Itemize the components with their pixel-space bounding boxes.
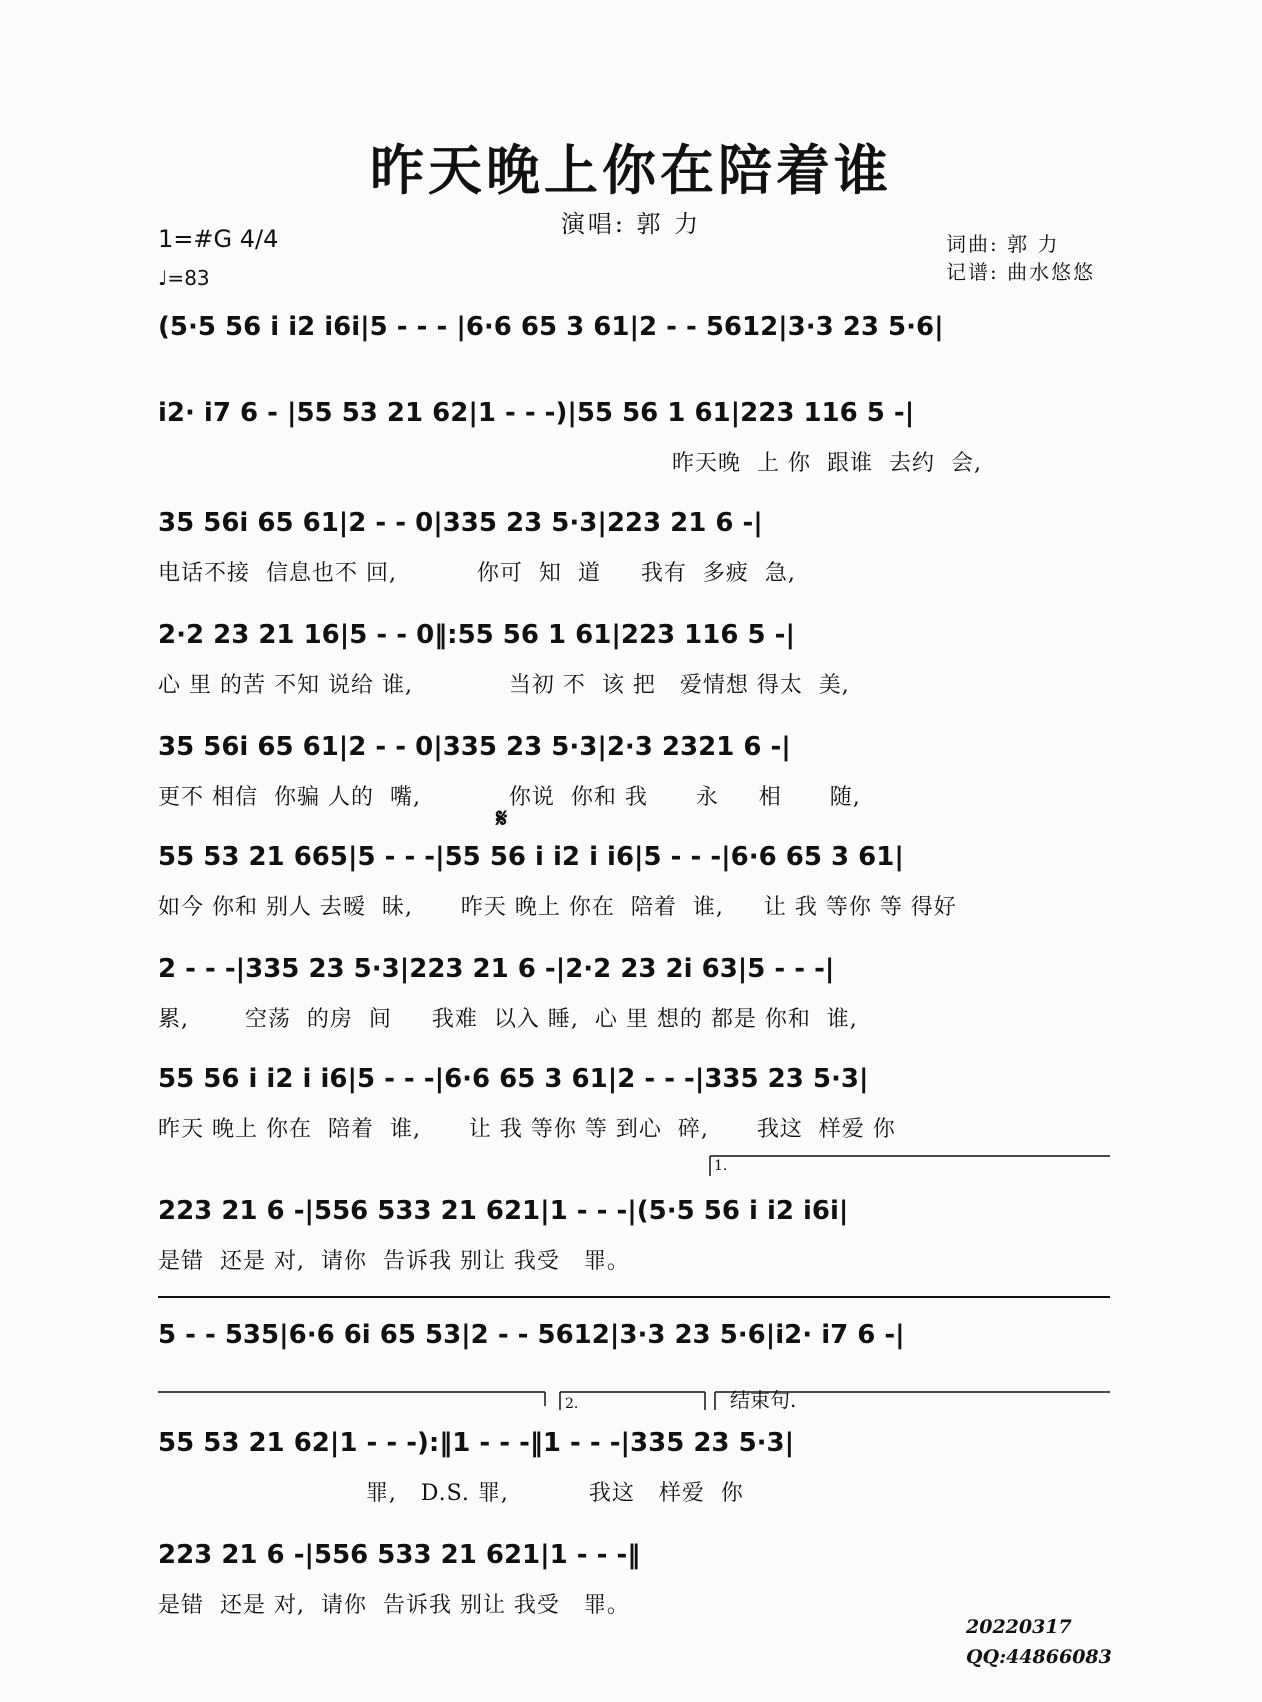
notation-line-1: (5·5 56 i i2 i6i|5 - - - |6·6 65 3 61|2 - - 5612|3·3 23 5·6| (158, 312, 944, 342)
singer-credit: 演唱: 郭 力 (560, 210, 702, 238)
segno-sign: 𝄋 (496, 804, 508, 834)
notation-line-8: 55 56 i i2 i i6|5 - - -|6·6 65 3 61|2 - - -|335 23 5·3| (158, 1064, 869, 1094)
lyric-line-6: 如今 你和 别人 去暧 昧, 昨天 晚上 你在 陪着 谁, 让 我 等你 等 得好 (158, 895, 957, 920)
notation-line-12: 223 21 6 -|556 533 21 621|1 - - -‖ (158, 1540, 641, 1570)
lyric-line-12: 是错 还是 对, 请你 告诉我 别让 我受 罪。 (158, 1593, 630, 1618)
transcriber-credit: 记谱: 曲水悠悠 (946, 260, 1096, 284)
notation-line-6: 55 53 21 665|5 - - -|55 56 i i2 i i6|5 - - -|6·6 65 3 61| (158, 842, 904, 872)
lyric-line-3: 电话不接 信息也不 回, 你可 知 道 我有 多疲 急, (158, 561, 796, 586)
lyric-line-8: 昨天 晚上 你在 陪着 谁, 让 我 等你 等 到心 碎, 我这 样爱 你 (158, 1117, 896, 1142)
lyric-line-4: 心 里 的苦 不知 说给 谁, 当初 不 该 把 爱情想 得太 美, (158, 673, 850, 698)
date-stamp: 20220317 (966, 1616, 1072, 1638)
tempo-marking: ♩=83 (158, 266, 210, 290)
notation-line-9: 223 21 6 -|556 533 21 621|1 - - -|(5·5 56 i i2 i6i| (158, 1196, 849, 1226)
volta-second-label: 2. (565, 1396, 579, 1412)
lyric-line-2: 昨天晚 上 你 跟谁 去约 会, (672, 451, 982, 476)
notation-line-11: 55 53 21 62|1 - - -):‖1 - - -‖1 - - -|335 23 5·3| (158, 1428, 795, 1458)
notation-line-3: 35 56i 65 61|2 - - 0|335 23 5·3|223 21 6 -| (158, 508, 763, 538)
notation-line-4: 2·2 23 21 16|5 - - 0‖:55 56 1 61|223 116 5 -| (158, 620, 795, 650)
key-signature: 1=#G 4/4 (158, 225, 279, 253)
lyricist-composer-credit: 词曲: 郭 力 (946, 232, 1060, 256)
notation-line-7: 2 - - -|335 23 5·3|223 21 6 -|2·2 23 2i 63|5 - - -| (158, 954, 835, 984)
song-title: 昨天晚上你在陪着谁 (370, 138, 892, 202)
lyric-line-9: 是错 还是 对, 请你 告诉我 别让 我受 罪。 (158, 1249, 630, 1274)
lyric-line-5: 更不 相信 你骗 人的 嘴, 你说 你和 我 永 相 随, (158, 785, 861, 810)
volta-first-label: 1. (714, 1158, 728, 1174)
qq-contact: QQ:44866083 (966, 1646, 1112, 1668)
notation-line-10: 5 - - 535|6·6 6i 65 53|2 - - 5612|3·3 23 5·6|i2· i7 6 -| (158, 1320, 905, 1350)
lyric-line-7: 累, 空荡 的房 间 我难 以入 睡, 心 里 想的 都是 你和 谁, (158, 1007, 858, 1032)
ending-label: 结束句. (730, 1388, 797, 1412)
notation-line-2: i2· i7 6 - |55 53 21 62|1 - - -)|55 56 1 61|223 116 5 -| (158, 398, 915, 428)
lyric-line-11: 罪, D.S. 罪, 我这 样爱 你 (158, 1481, 744, 1506)
notation-line-5: 35 56i 65 61|2 - - 0|335 23 5·3|2·3 2321 6 -| (158, 732, 791, 762)
